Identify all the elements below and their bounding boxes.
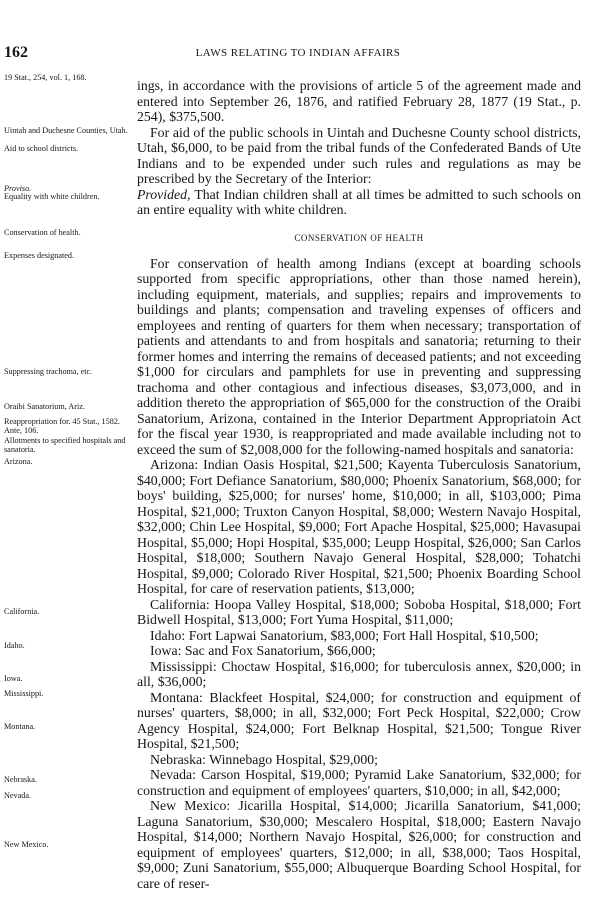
paragraph-nevada: Nevada: Carson Hospital, $19,000; Pyramid Lake Sanatorium, $32,000; for construction and equipment of employees' quarters, $10,000; in all, $42,000; — [137, 767, 581, 798]
paragraph-nebraska: Nebraska: Winnebago Hospital, $29,000; — [150, 751, 378, 767]
margin-note: Idaho. — [4, 641, 25, 650]
margin-note: New Mexico. — [4, 840, 49, 849]
paragraph-proviso — [137, 187, 581, 218]
margin-note: 19 Stat., 254, vol. 1, 168. — [4, 73, 87, 82]
margin-note: Oraibi Sanatorium, Ariz. — [4, 402, 85, 411]
proviso-label: Provided, — [137, 186, 191, 202]
margin-note: Aid to school districts. — [4, 144, 79, 153]
margin-note: Conservation of health. — [4, 228, 81, 237]
paragraph-mississippi: Mississippi: Choctaw Hospital, $16,000; for tuberculosis annex, $20,000; in all, $36,000; — [137, 658, 581, 689]
paragraph-california: California: Hoopa Valley Hospital, $18,000; Soboba Hospital, $18,000; Fort Bidwell Hospital, $13,000; Fort Yuma Hospital, $11,000; — [137, 596, 581, 627]
margin-note: Nebraska. — [4, 775, 37, 784]
margin-note: California. — [4, 607, 40, 616]
paragraph-uintah-schools: For aid of the public schools in Uintah and Duchesne County school districts, Utah, $6,000, to be paid from the tribal funds of the Confederated Bands of Ute Indians and to be expended under such rules and regulations as may be prescribed by the Secretary of the Interior: — [137, 124, 581, 186]
margin-note: Iowa. — [4, 674, 23, 683]
paragraph-continuation: ings, in accordance with the provisions of article 5 of the agreement made and entered into September 26, 1876, and ratified February 28, 1877 (19 Stat., p. 254), $375,500. — [137, 78, 581, 124]
page-number: 162 — [4, 44, 28, 61]
section-heading: CONSERVATION OF HEALTH — [294, 232, 424, 243]
margin-note: Suppressing trachoma, etc. — [4, 367, 93, 376]
paragraph-idaho: Idaho: Fort Lapwai Sanatorium, $83,000; Fort Hall Hospital, $10,500; — [150, 627, 539, 643]
margin-note: Expenses designated. — [4, 251, 75, 260]
body-text — [137, 78, 581, 891]
margin-note: Proviso. — [4, 184, 32, 193]
paragraph-arizona: Arizona: Indian Oasis Hospital, $21,500; Kayenta Tuberculosis Sanatorium, $40,000; Fort Defiance Sanatorium, $80,000; Phoenix Sanatorium, $68,000; for boys' building, $25,000; for nurses' home, $10,000; in all, $103,000; Pima Hospital, $21,000; Truxton Canyon Hospital, $8,000; Western Navajo Hospital, $32,000; Chin Lee Hospital, $9,000; Fort Apache Hospital, $25,000; Havasupai Hospital, $5,000; Hopi Hospital, $35,000; Leupp Hospital, $26,000; San Carlos Hospital, $18,000; Southern Navajo General Hospital, $28,000; Tohatchi Hospital, $9,000; Colorado River Hospital, $21,500; Phoenix Boarding School Hospital, for care of reservation patients, $13,000; — [137, 457, 581, 596]
running-head: LAWS RELATING TO INDIAN AFFAIRS — [195, 47, 401, 59]
proviso-text: That Indian children shall at all times be admitted to such schools on an entire equality with white children. — [137, 186, 581, 217]
margin-note: Reappropriation for. 45 Stat., 1582. Ante, 106. — [4, 417, 120, 435]
margin-note: Nevada. — [4, 791, 32, 800]
margin-note: Arizona. — [4, 457, 33, 466]
paragraph-montana: Montana: Blackfeet Hospital, $24,000; for construction and equipment of nurses' quarters, $8,000; in all, $32,000; Fort Peck Hospital, $22,000; Crow Agency Hospital, $24,000; Fort Belknap Hospital, $21,500; Tongue River Hospital, $21,500; — [137, 689, 581, 751]
margin-note: Montana. — [4, 722, 36, 731]
margin-note: Uintah and Duchesne Counties, Utah. — [4, 126, 128, 135]
paragraph-conservation-health: For conservation of health among Indians (except at boarding schools supported from specific appropriations, other than those named herein), including equipment, materials, and supplies; repairs and improvements to buildings and plants; compensation and traveling expenses of officers and employees and renting of quarters for them when necessary; transportation of patients and attendants to and from hospitals and sanatoria; returning to their former homes and interring the remains of deceased patients; and not exceeding $1,000 for circulars and pamphlets for use in preventing and suppressing trachoma and other contagious and infectious diseases, $3,073,000, and in addition thereto the appropriation of $65,000 for the construction of the Oraibi Sanatorium, Arizona, contained in the Interior Department Appropriatoin Act for the fiscal year 1930, is reappropriated and made available including not to exceed the sum of $2,008,000 for the following-named hospitals and sanatoria: — [137, 255, 581, 457]
paragraph-iowa: Iowa: Sac and Fox Sanatorium, $66,000; — [150, 643, 376, 658]
paragraph-new-mexico: New Mexico: Jicarilla Hospital, $14,000; Jicarilla Sanatorium, $41,000; Laguna Sanatorium, $30,000; Mescalero Hospital, $18,000; Eastern Navajo Hospital, $14,000; Northern Navajo Hospital, $26,000; for construction and equipment of employees' quarters, $12,000; in all, $38,000; Taos Hospital, $9,000; Zuni Sanatorium, $55,000; Albuquerque Boarding School Hospital, for care of reser- — [137, 798, 581, 891]
margin-note: Mississippi. — [4, 689, 44, 698]
margin-note: Allotments to specified hospitals and sanatoria. — [4, 436, 126, 454]
margin-note: Equality with white children. — [4, 192, 100, 201]
